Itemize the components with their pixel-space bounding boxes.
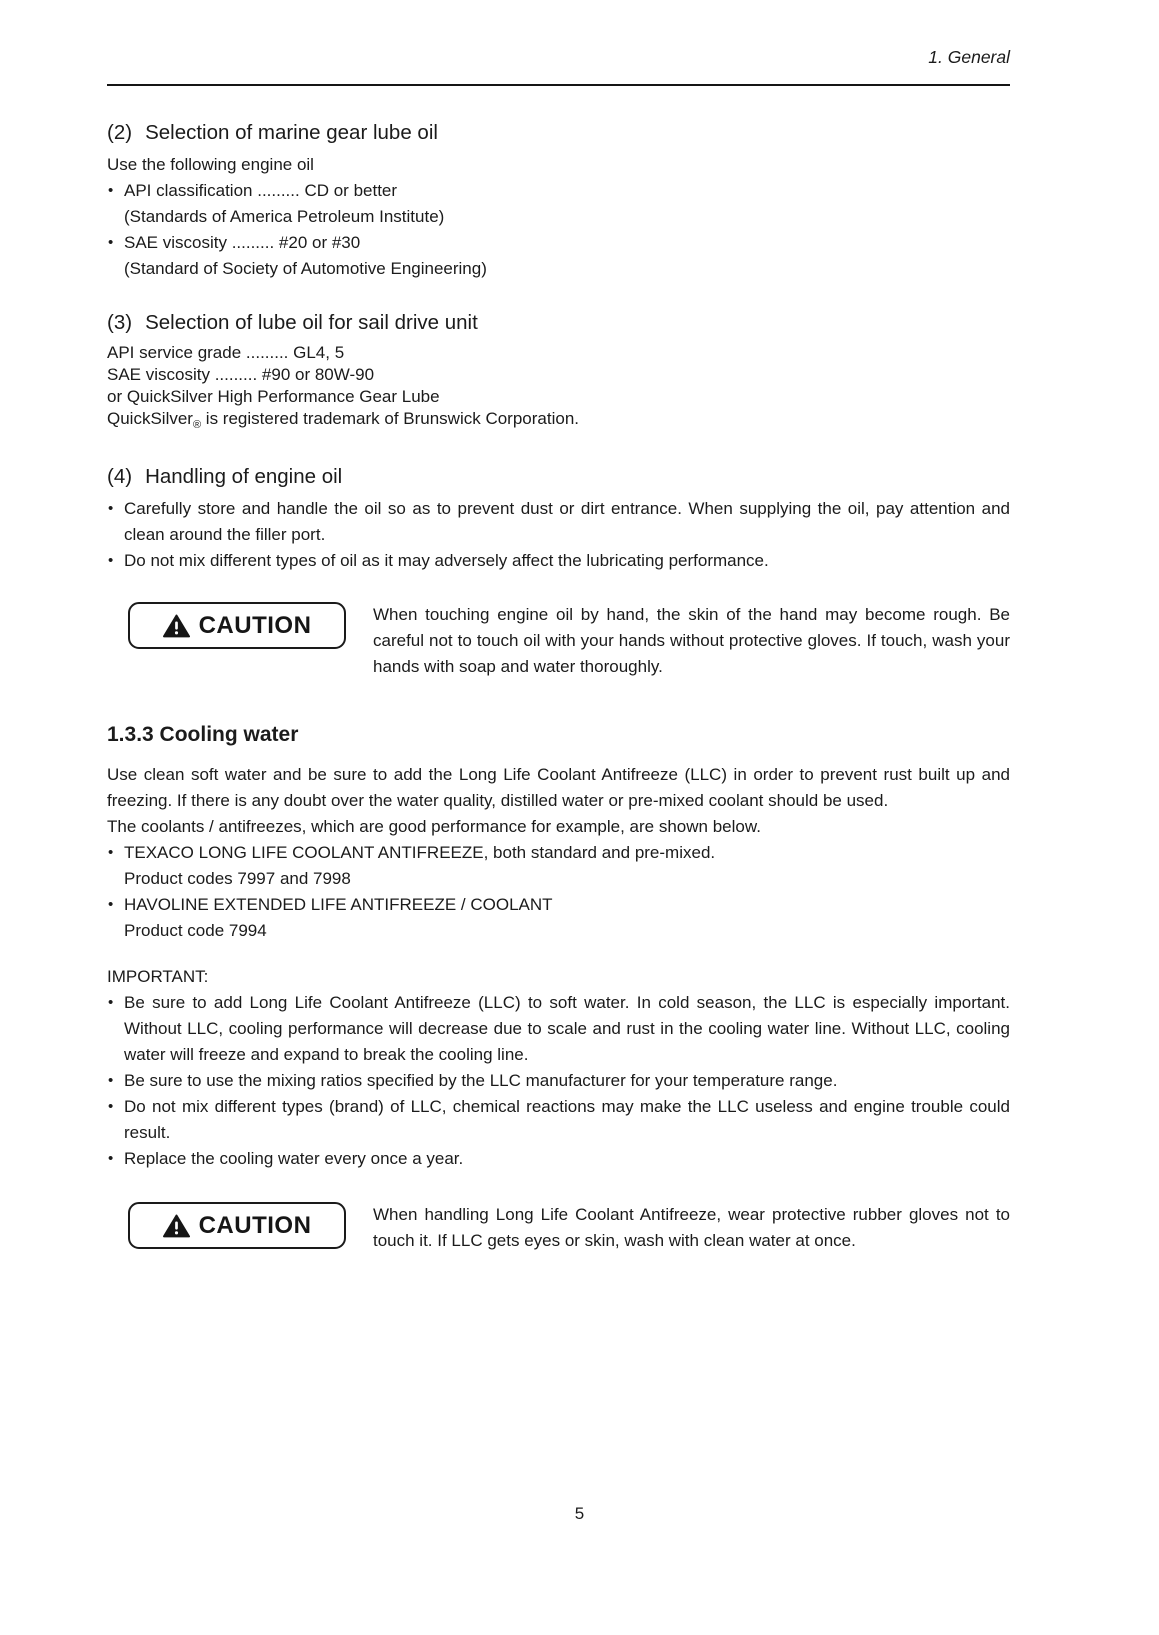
list-item [107, 178, 1010, 204]
caution-label: CAUTION [198, 611, 312, 639]
page-number: 5 [574, 1504, 585, 1523]
bullet-marker: • [108, 234, 114, 251]
list-item [107, 990, 1010, 1068]
section-2-number: (2) [107, 121, 133, 144]
bullet-marker: • [108, 994, 114, 1011]
list-item-note: (Standard of Society of Automotive Engineering) [124, 259, 487, 278]
trademark-rest: is registered trademark of Brunswick Corporation. [201, 409, 580, 428]
section-4-heading [107, 464, 1010, 490]
bullet-text: Be sure to use the mixing ratios specified by the LLC manufacturer for your temperature range. [124, 1071, 838, 1090]
section-3-number: (3) [107, 311, 133, 334]
important-heading: IMPORTANT: [107, 967, 209, 986]
bullet-marker: • [108, 500, 114, 517]
warning-triangle-icon [163, 614, 190, 638]
bullet-text: API classification ......... CD or better [124, 181, 398, 200]
bullet-text: Replace the cooling water every once a year. [124, 1149, 464, 1168]
spec-line: API service grade ......... GL4, 5 [107, 343, 345, 362]
section-133-heading: 1.3.3 Cooling water [107, 723, 299, 746]
section-4-title: Handling of engine oil [145, 465, 343, 488]
list-item [107, 548, 1010, 574]
page-header [107, 46, 1010, 84]
trademark-name: QuickSilver [107, 409, 193, 428]
caution-block [107, 602, 1010, 680]
paragraph: The coolants / antifreezes, which are good performance for example, are shown below. [107, 817, 761, 836]
bullet-text: SAE viscosity ......... #20 or #30 [124, 233, 361, 252]
list-item [107, 496, 1010, 548]
caution-label: CAUTION [198, 1211, 312, 1239]
header-rule [107, 84, 1010, 86]
list-item-note: (Standards of America Petroleum Institute) [124, 207, 445, 226]
bullet-marker: • [108, 844, 114, 861]
section-2-heading [107, 120, 1010, 146]
caution-badge [128, 602, 346, 649]
bullet-text: HAVOLINE EXTENDED LIFE ANTIFREEZE / COOLANT [124, 895, 553, 914]
list-item [107, 840, 1010, 866]
caution-block [107, 1202, 1010, 1254]
bullet-marker: • [108, 1098, 114, 1115]
list-item-note: Product code 7994 [124, 921, 267, 940]
paragraph: Use clean soft water and be sure to add the Long Life Coolant Antifreeze (LLC) in order to prevent rust built up and freezing. If there is any doubt over the water quality, distilled water or pre-mixed coolant should be used. [107, 765, 1010, 810]
list-item [107, 230, 1010, 256]
bullet-text: Do not mix different types (brand) of LLC, chemical reactions may make the LLC useless and engine trouble could result. [124, 1097, 1010, 1142]
caution-badge [128, 1202, 346, 1249]
section-2-title: Selection of marine gear lube oil [145, 121, 438, 144]
registered-symbol: ® [192, 419, 202, 431]
list-item [107, 892, 1010, 918]
chapter-title: 1. General [928, 47, 1010, 67]
list-item [107, 1068, 1010, 1094]
list-item-note: Product codes 7997 and 7998 [124, 869, 351, 888]
bullet-marker: • [108, 552, 114, 569]
section-4-number: (4) [107, 465, 133, 488]
bullet-marker: • [108, 896, 114, 913]
caution-text: When handling Long Life Coolant Antifreeze, wear protective rubber gloves not to touch it. If LLC gets eyes or skin, wash with clean water at once. [373, 1205, 1010, 1250]
bullet-text: Be sure to add Long Life Coolant Antifreeze (LLC) to soft water. In cold season, the LLC is especially important. Without LLC, cooling performance will decrease due to scale and rust in the cooling water line. Without LLC, cooling water will freeze and expand to break the cooling line. [124, 993, 1010, 1064]
trademark-note [107, 408, 1010, 436]
bullet-text: Carefully store and handle the oil so as to prevent dust or dirt entrance. When supplying the oil, pay attention and clean around the filler port. [124, 499, 1010, 544]
section-3-title: Selection of lube oil for sail drive unit [145, 311, 478, 334]
spec-line: SAE viscosity ......... #90 or 80W-90 [107, 365, 375, 384]
section-2-intro: Use the following engine oil [107, 155, 314, 174]
bullet-text: Do not mix different types of oil as it may adversely affect the lubricating performance. [124, 551, 769, 570]
caution-text: When touching engine oil by hand, the skin of the hand may become rough. Be careful not to touch oil with your hands without protective gloves. If touch, wash your hands with soap and water thoroughly. [373, 605, 1010, 676]
list-item [107, 1146, 1010, 1172]
list-item [107, 1094, 1010, 1146]
warning-triangle-icon [163, 1214, 190, 1238]
bullet-text: TEXACO LONG LIFE COOLANT ANTIFREEZE, both standard and pre-mixed. [124, 843, 716, 862]
bullet-marker: • [108, 1150, 114, 1167]
spec-line: or QuickSilver High Performance Gear Lube [107, 387, 440, 406]
bullet-marker: • [108, 1072, 114, 1089]
section-3-heading [107, 310, 1010, 336]
bullet-marker: • [108, 182, 114, 199]
